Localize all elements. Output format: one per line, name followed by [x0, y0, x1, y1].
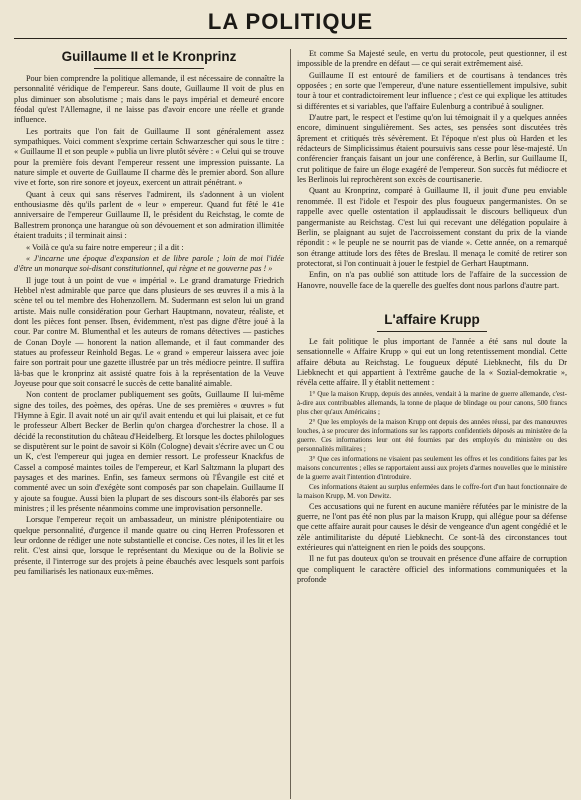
- article-title-guillaume: Guillaume II et le Kronprinz: [61, 49, 237, 64]
- paragraph: Pour bien comprendre la politique allemande, il est nécessaire de connaître la personnalité véridique de l'empereur. Sans doute, Guillaume II voit de plus en plus diminuer son absolutisme ; mais dans le pays impérial et demeuré encore féodal qu'est l'Allemagne, il ne laisse pas d'avoir encore une réelle et grande influence.: [14, 74, 284, 125]
- paragraph: Il juge tout à un point de vue « impérial ». Le grand dramaturge Friedrich Hebbel n'est admirable que parce que dans plusieurs de ses œuvres il a mis à la scène tel ou tel membre des Hohenzollern. M. Sudermann est selon lui un grand artiste. Mais nulle considération pour Gerhart Hauptmann, novateur, réaliste, et dont les pièces font penser. Ibsen, évidemment, n'est pas digne d'être joué à la cour. Par contre M. Blumenthal et les auteurs de romans détectives — pastiches de Conan Doyle — honorent la nation allemande, et il faut commander des statues au professeur Reinhold Begas. Le « grand » empereur laissera avec joie faire son portrait pour une gazette illustrée par un très médiocre peintre. Il suffira là-bas que le kronprinz ait assisté quatre fois à la représentation de la Veuve Joyeuse pour que soit consacré le succès de cette banalité aimable.: [14, 275, 284, 388]
- paragraph: Lorsque l'empereur reçoit un ambassadeur, un ministre plénipotentiaire ou quelque personnalité, d'urgence il mande quatre ou cinq Herren Professoren et leur ordonne de rédiger une note substantielle et concise. Ces notes, il les lit et les relit. C'est ainsi que, lorsque le représentant du Mexique ou de la Bolivie se présente, il l'interroge sur des projets à peine ébauchés avec lesquels sont parfois peu familiarisés les nationaux eux-mêmes.: [14, 515, 284, 577]
- column-divider: [290, 49, 291, 799]
- columns: [14, 49, 567, 799]
- paragraph: « Voilà ce qu'a su faire notre empereur ; il a dit :: [26, 242, 184, 252]
- krupp-header: [297, 312, 567, 332]
- accusation-item: 3° Que ces informations ne visaient pas seulement les offres et les conditions faites par les maisons concurrentes ; elles se rapportaient aussi aux projets d'armes nouvelles que le ministère de la guerre avait l'intention d'introduire.: [297, 454, 567, 481]
- right-column: [297, 49, 567, 799]
- paragraph: Et comme Sa Majesté seule, en vertu du protocole, peut questionner, il est impossible de la prendre en défaut — ce qui serait extrêmement aisé.: [297, 49, 567, 69]
- accusation-item: 1° Que la maison Krupp, depuis des années, vendait à la marine de guerre allemande, c'est-à-dire aux contribuables allemands, la tonne de plaque de blindage ou pour canons, 500 francs plus cher qu'aux Américains ;: [297, 389, 567, 416]
- paragraph: Il ne fut pas douteux qu'on se trouvait en présence d'une affaire de corruption que compliquent le caractère officiel des informations communiquées et la profonde: [297, 554, 567, 585]
- paragraph: Le fait politique le plus important de l'année a été sans nul doute la sensationnelle « Affaire Krupp » qui eut un long retentissement mondial. Cette affaire débuta au Reichstag. Le fougueux député Liebknecht, fils du Dr Liebknecht et qui appartient à l'extrême gauche de la « Sozial-demokratie », révéla cette affaire. Il y établit nettement :: [297, 336, 567, 388]
- left-column: [14, 49, 284, 799]
- spacer: [297, 292, 567, 310]
- accusation-item: 2° Que les employés de la maison Krupp ont depuis des années réussi, par des manœuvres louches, à se procurer des informations sur les rapports confidentiels déposés au ministère de la guerre. Ces informations leur ont été fournies par des employés du ministère ou des personnalités militaires ;: [297, 417, 567, 453]
- paragraph: D'autre part, le respect et l'estime qu'on lui témoignait il y a quelques années encore, diminuent singulièrement. Ses actes, ses pensées sont discutées très âprement et critiqués très sévèrement. Et l'époque n'est plus où Harden et les rédacteurs de Simplicissimus étaient poursuivis sans cesse pour lèse-majesté. Un conférencier français faisant un jour une conférence, à Berlin, sur Guillaume II, crut politique de faire un éloge exagéré de l'empereur. Son succès fut médiocre et les Berlinois lui reprochèrent son excès de courtisanerie.: [297, 113, 567, 185]
- paragraph: Enfin, on n'a pas oublié son attitude lors de l'affaire de la succession de Hanovre, nouvelle face de la querelle des guelfes dont nous parlons d'autre part.: [297, 270, 567, 290]
- accusation-item: Ces informations étaient au surplus enfermées dans le coffre-fort d'un haut fonctionnaire de la maison Krupp, M. von Dewitz.: [297, 482, 567, 500]
- section-title: LA POLITIQUE: [207, 9, 374, 34]
- emperor-quote: « J'incarne une époque d'expansion et de libre parole ; loin de moi l'idée d'être un monarque soi-disant constitutionnel, qui règne et ne gouverne pas ! »: [14, 253, 284, 274]
- paragraph: Les portraits que l'on fait de Guillaume II sont généralement assez sympathiques. Voici comment s'exprime certain Schwarzescher qui sous le titre : « Guillaume II et son peuple » publia un livre plutôt sévère : « Celui qui se trouve pour la première fois devant l'empereur ressent une impression puissante. La nature simple et ouverte de Guillaume II charme dès le premier abord. Son allure vive et forte, son rire sonore et joyeux, exercent un attrait pénétrant. »: [14, 126, 284, 188]
- article-rule: [377, 331, 487, 332]
- paragraph: Quant à ceux qui sans réserves l'admirent, ils s'adonnent à un violent enthousiasme dès qu'ils parlent de « leur » empereur. Quand fut fêté le 41e anniversaire de l'empereur Guillaume II, le président du Reichstag, le comte de Ballestrem prononça une harangue où son dévouement et son admiration illimitée étaient traduits ; il terminait ainsi :: [14, 189, 284, 241]
- article-title-krupp: L'affaire Krupp: [384, 311, 480, 327]
- paragraph: Guillaume II est entouré de familiers et de courtisans à tendances très opposées ; en sorte que l'empereur, d'une nature essentiellement impulsive, subit tour à tour et contradictoirement leur influence ; c'est ce qui explique les attitudes si différentes et si variables, que l'affaire Eulenburg a contribué à souligner.: [297, 70, 567, 111]
- article-rule: [94, 68, 204, 69]
- paragraph: Non content de proclamer publiquement ses goûts, Guillaume II lui-même signe des toiles, des poèmes, des opéras. Une de ses premières « œuvres » fut l'Hymne à Egir. Il avait noté un air qu'il avait entendu et qui lui plaisait, et ce fut le professeur Albert Becker de Berlin qu'on chargea d'orchestrer la chose. Il a décidé la reconstitution du château d'Heidelberg. Et lorsque les doctes philologues se disputèrent sur le point de savoir si Köln (Cologne) devait s'écrire avec un C ou un K, c'est l'empereur qui jugea en dernier ressort. Le professeur Knackfus de Cassel a composé maintes toiles de l'empereur, et Karl Saltzmann la plupart des paysages et des marines. Enfin, ses fameux sermons où l'Évangile est cité et commenté avec un soin d'exégète sont composés par son chapelain. Guillaume II y ajoute sa fougue. Aussi bien la plupart de ses discours sont-ils élaborés par ses ministres ; il les présente néanmoins comme une improvisation personnelle.: [14, 390, 284, 514]
- paragraph: Ces accusations qui ne furent en aucune manière réfutées par le ministre de la guerre, ne l'ont pas été non plus par la maison Krupp, qui allégue pour sa défense que cette affaire aurait pour causes le désir de vengeance d'un agent congédié et le zèle antimilitariste du député Liebknecht. Ce sont-là des circonstances tout extérieures qui n'atteignent en rien le poids des soupçons.: [297, 501, 567, 552]
- paragraph: Quant au Kronprinz, comparé à Guillaume II, il jouit d'une peu enviable renommée. Il est l'idole et l'espoir des plus fougueux pangermanistes. On se rappelle avec quelle ostentation il applaudissait le discours belliqueux d'un pangermaniste au Reichstag. C'est lui qui recevant une délégation populaire à Berlin, se plaignant au sujet de l'accroissement constant du prix de la viande répondit : « le peuple ne se nourrit pas de viande ». Cette année, on a remarqué son étrange attitude lors des fêtes de Breslau. Il menaça le comité de retirer son protectorat, si l'on continuait à jouer le festpiel de Gerhart Hauptmann.: [297, 186, 567, 268]
- title-rule: [14, 38, 567, 39]
